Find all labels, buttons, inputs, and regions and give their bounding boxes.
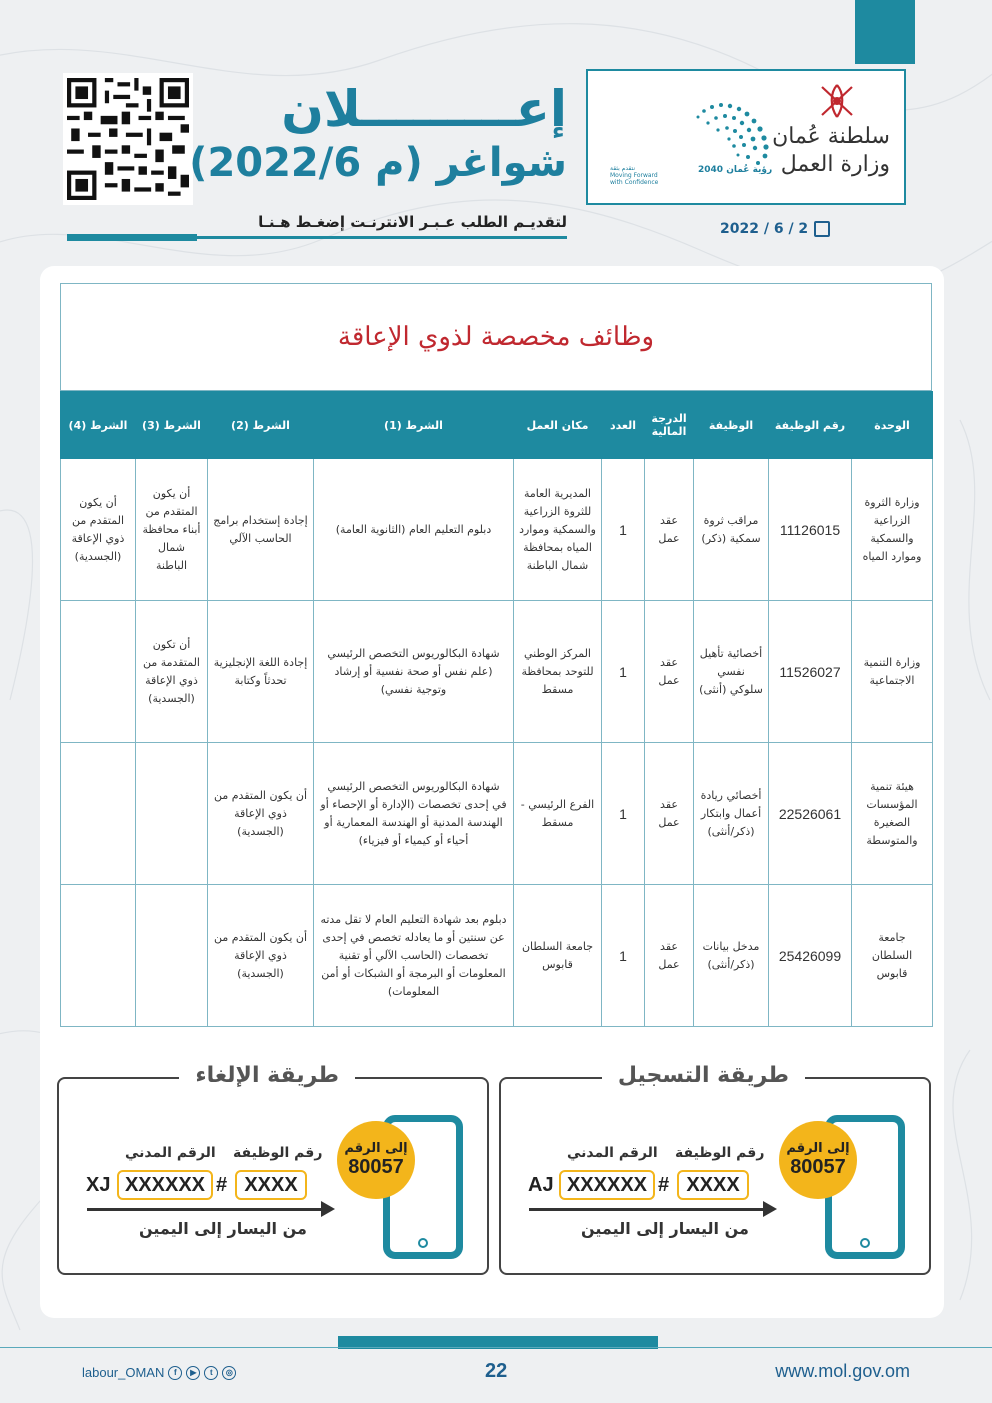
logo-accent-bar	[855, 0, 915, 64]
cell-job-no: 11526027	[769, 601, 852, 743]
sms-number: 80057	[790, 1156, 846, 1178]
cell-grade: عقد عمل	[645, 459, 694, 601]
col-header-count: العدد	[602, 392, 645, 459]
civil-no-label: الرقم المدني	[567, 1145, 658, 1161]
cell-cond4	[61, 885, 136, 1027]
col-header-location: مكان العمل	[514, 392, 602, 459]
vision-2040-text: رؤية عُمان 2040	[698, 165, 773, 175]
col-header-grade: الدرجة المالية	[645, 392, 694, 459]
header-divider-accent	[67, 234, 197, 241]
ministry-logo-panel	[586, 69, 906, 205]
cell-cond4	[61, 601, 136, 743]
cell-count: 1	[602, 743, 645, 885]
ministry-line-2: وزارة العمل	[780, 152, 890, 177]
cell-location: المديرية العامة للثروة الزراعية والسمكية وموارد المياه بمحافظة شمال الباطنة	[514, 459, 602, 601]
table-row	[61, 459, 933, 601]
jobs-table	[60, 391, 933, 1027]
cell-job-no: 22526061	[769, 743, 852, 885]
arrow-right-icon	[763, 1201, 777, 1217]
cell-cond1: دبلوم بعد شهادة التعليم العام لا تقل مدته عن سنتين أو ما يعادله تخصص في إحدى تخصصات (الحاسب الآلي أو تقنية المعلومات أو البرمجة أو الشبكات أو أمن المعلومات)	[314, 885, 514, 1027]
cell-grade: عقد عمل	[645, 885, 694, 1027]
moving-forward-ar: نتقدم بثقة	[610, 165, 636, 172]
phone-home-button	[860, 1238, 870, 1248]
sms-number-badge	[337, 1121, 415, 1199]
cell-job: مدخل بيانات (ذكر/أنثى)	[694, 885, 769, 1027]
job-no-label: رقم الوظيفة	[233, 1145, 323, 1161]
phone-home-button	[418, 1238, 428, 1248]
col-header-unit: الوحدة	[852, 392, 933, 459]
sms-prefix: AJ	[528, 1174, 554, 1196]
arrow-right-icon	[321, 1201, 335, 1217]
moving-forward-text	[610, 165, 670, 186]
job-no-box: XXXX	[235, 1170, 307, 1200]
social-links	[82, 1365, 236, 1380]
sms-number-badge	[779, 1121, 857, 1199]
job-no-label: رقم الوظيفة	[675, 1145, 765, 1161]
calendar-icon	[814, 221, 830, 237]
social-handle[interactable]: labour_OMAN	[82, 1365, 165, 1380]
announcement-date	[720, 221, 830, 237]
announcement-title: إعـــــــــلان	[281, 80, 567, 138]
civil-no-box: XXXXXX	[117, 1170, 213, 1200]
cell-unit: جامعة السلطان قابوس	[852, 885, 933, 1027]
moving-forward-en: Moving Forward with Confidence	[610, 172, 659, 186]
table-title-cell	[60, 283, 932, 391]
twitter-icon[interactable]: t	[204, 1366, 218, 1380]
to-number-label: إلى الرقم	[344, 1141, 408, 1156]
sms-prefix: XJ	[86, 1174, 111, 1196]
date-text: 2022 / 6 / 2	[720, 221, 809, 237]
table-row	[61, 601, 933, 743]
website-link[interactable]: www.mol.gov.om	[775, 1361, 910, 1381]
cell-cond3	[136, 885, 208, 1027]
direction-text: من اليسار إلى اليمين	[139, 1219, 307, 1238]
col-header-cond4: الشرط (4)	[61, 392, 136, 459]
cell-cond3: أن تكون المتقدمة من ذوي الإعاقة (الجسدية)	[136, 601, 208, 743]
direction-text: من اليسار إلى اليمين	[581, 1219, 749, 1238]
ministry-line-1: سلطنة عُمان	[772, 124, 890, 149]
cell-grade: عقد عمل	[645, 743, 694, 885]
sms-number: 80057	[348, 1156, 404, 1178]
job-no-box: XXXX	[677, 1170, 749, 1200]
table-row	[61, 743, 933, 885]
direction-arrow-line	[529, 1208, 769, 1211]
oman-emblem-icon	[816, 81, 858, 121]
col-header-job: الوظيفة	[694, 392, 769, 459]
cell-job: مراقب ثروة سمكية (ذكر)	[694, 459, 769, 601]
qr-code-image	[67, 77, 189, 201]
cell-cond2: أن يكون المتقدم من ذوي الإعاقة (الجسدية)	[208, 743, 314, 885]
youtube-icon[interactable]: ▶	[186, 1366, 200, 1380]
vacancies-subtitle: شواغر (م 2022/6)	[189, 140, 567, 186]
cell-unit: وزارة الثروة الزراعية والسمكية وموارد المياه	[852, 459, 933, 601]
ministry-name	[772, 123, 890, 179]
separator-hash: #	[658, 1174, 670, 1196]
cell-job: أخصائية تأهيل نفسي سلوكي (أنثى)	[694, 601, 769, 743]
col-header-cond1: الشرط (1)	[314, 392, 514, 459]
cell-cond2: إجادة اللغة الإنجليزية تحدثاً وكتابة	[208, 601, 314, 743]
apply-online-link[interactable]: لتقديـم الطلب عـبـر الانترنـت إضغـط هـنـا	[258, 213, 567, 231]
col-header-cond2: الشرط (2)	[208, 392, 314, 459]
cell-unit: وزارة التنمية الاجتماعية	[852, 601, 933, 743]
cell-job-no: 11126015	[769, 459, 852, 601]
cell-count: 1	[602, 601, 645, 743]
facebook-icon[interactable]: f	[168, 1366, 182, 1380]
page-number: 22	[485, 1360, 508, 1382]
cell-location: جامعة السلطان قابوس	[514, 885, 602, 1027]
civil-no-label: الرقم المدني	[125, 1145, 216, 1161]
cell-cond1: دبلوم التعليم العام (الثانوية العامة)	[314, 459, 514, 601]
cell-cond1: شهادة البكالوريوس التخصص الرئيسي (علم نفس أو صحة نفسية أو إرشاد وتوجية نفسي)	[314, 601, 514, 743]
cell-cond3	[136, 743, 208, 885]
cancellation-title: طريقة الإلغاء	[179, 1063, 355, 1088]
table-title: وظائف مخصصة لذوي الإعاقة	[337, 322, 655, 352]
cell-cond4	[61, 743, 136, 885]
footer-divider	[0, 1347, 992, 1348]
separator-hash: #	[216, 1174, 228, 1196]
cell-job-no: 25426099	[769, 885, 852, 1027]
cell-cond1: شهادة البكالوريوس التخصص الرئيسي في إحدى تخصصات (الإدارة أو الإحصاء أو الهندسة المدنية أو الهندسة المعمارية أو أحياء أو كيمياء أو فيزياء)	[314, 743, 514, 885]
direction-arrow-line	[87, 1208, 327, 1211]
to-number-label: إلى الرقم	[786, 1141, 850, 1156]
cell-cond2: أن يكون المتقدم من ذوي الإعاقة (الجسدية)	[208, 885, 314, 1027]
table-row	[61, 885, 933, 1027]
col-header-cond3: الشرط (3)	[136, 392, 208, 459]
cell-location: الفرع الرئيسي - مسقط	[514, 743, 602, 885]
instagram-icon[interactable]: ◎	[222, 1366, 236, 1380]
jobs-table-wrapper	[60, 283, 932, 1027]
col-header-job-no: رقم الوظيفة	[769, 392, 852, 459]
cell-location: المركز الوطني للتوحد بمحافظة مسقط	[514, 601, 602, 743]
cell-count: 1	[602, 885, 645, 1027]
cell-count: 1	[602, 459, 645, 601]
qr-code[interactable]	[63, 73, 193, 205]
civil-no-box: XXXXXX	[559, 1170, 655, 1200]
cell-job: أخصائي ريادة أعمال وابتكار (ذكر/أنثى)	[694, 743, 769, 885]
cell-cond2: إجادة إستخدام برامج الحاسب الآلي	[208, 459, 314, 601]
cell-grade: عقد عمل	[645, 601, 694, 743]
cell-cond3: أن يكون المتقدم من أبناء محافظة شمال الباطنة	[136, 459, 208, 601]
cell-unit: هيئة تنمية المؤسسات الصغيرة والمتوسطة	[852, 743, 933, 885]
registration-method-box	[499, 1063, 931, 1275]
table-header-row	[61, 392, 933, 459]
cell-cond4: أن يكون المتقدم من ذوي الإعاقة (الجسدية)	[61, 459, 136, 601]
registration-title: طريقة التسجيل	[602, 1063, 805, 1088]
cancellation-method-box	[57, 1063, 489, 1275]
